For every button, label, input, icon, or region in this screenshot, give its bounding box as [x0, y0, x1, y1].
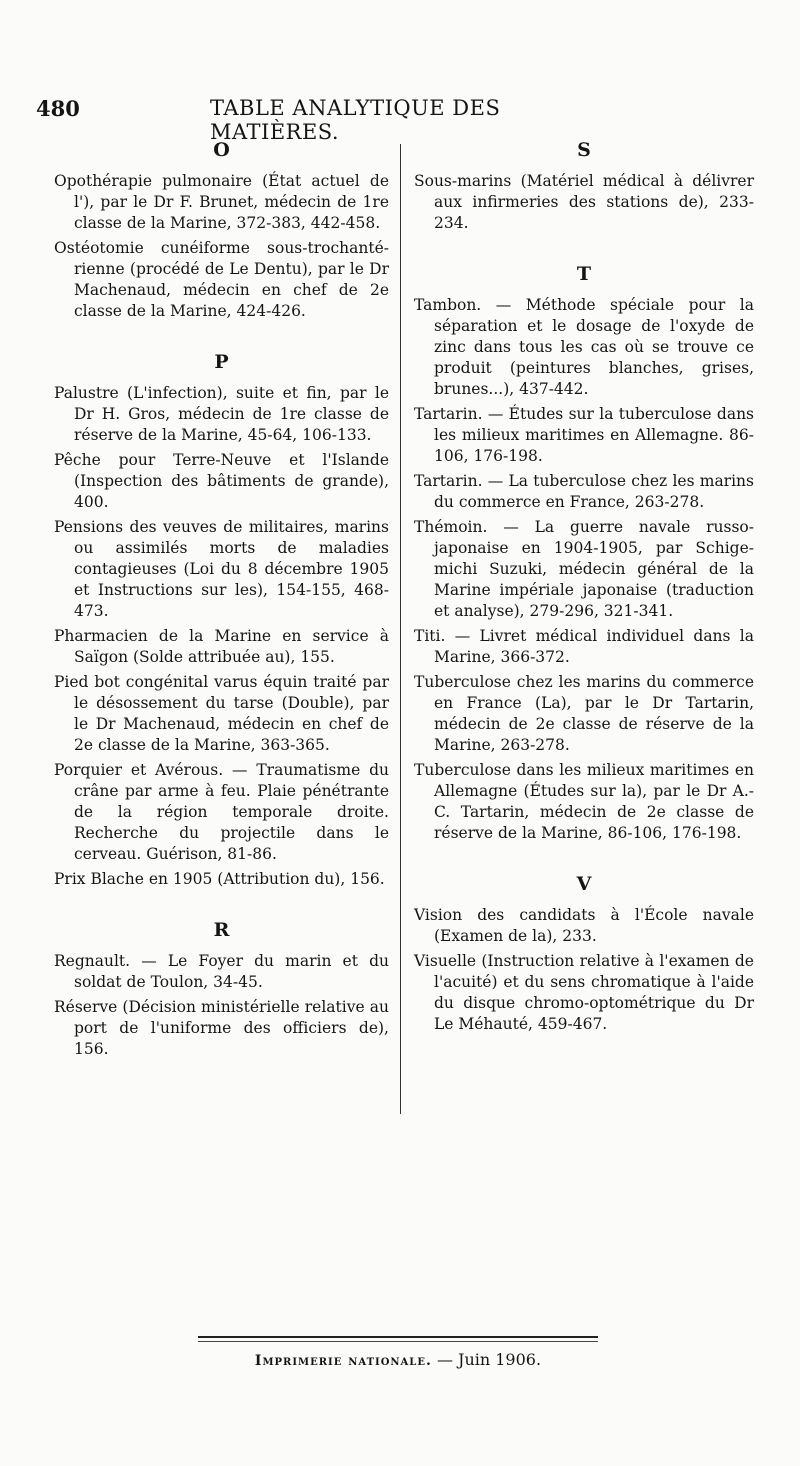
footer-rule [198, 1336, 598, 1338]
index-entry: Porquier et Avérous. — Traumatisme du crâne par arme à feu. Plaie pénétrante de la région temporale droite. Recherche du projectile dans le cerveau. Guérison, 81-86. [54, 761, 389, 863]
section-letter-s: S [577, 139, 591, 161]
index-entry: Palustre (L'infection), suite et fin, par le Dr H. Gros, médecin de 1re classe de réserve de la Marine, 45-64, 106-133. [54, 384, 389, 444]
index-entry: Pharmacien de la Marine en service à Saïgon (Solde attribuée au), 155. [54, 627, 389, 666]
left-column [54, 140, 389, 1064]
index-entry: Tartarin. — La tuberculose chez les marins du commerce en France, 263-278. [414, 472, 754, 511]
index-entry: Vision des candidats à l'École navale (Examen de la), 233. [414, 906, 754, 945]
printer-imprint [198, 1350, 598, 1369]
page-number: 480 [36, 96, 80, 121]
section-letter-o: O [213, 139, 230, 161]
index-entry: Pêche pour Terre-Neuve et l'Islande (Inspection des bâtiments de grande), 400. [54, 451, 389, 511]
index-entry: Réserve (Décision ministérielle relative au port de l'uniforme des officiers de), 156. [54, 998, 389, 1058]
column-divider [400, 144, 401, 1114]
footer-rule-thin [198, 1341, 598, 1342]
section-letter-p: P [214, 351, 229, 373]
index-entry: Pied bot congénital varus équin traité par le désossement du tarse (Double), par le Dr Machenaud, médecin en chef de 2e classe de la Marine, 363-365. [54, 673, 389, 754]
section-letter-v: V [576, 873, 592, 895]
section-letter-t: T [576, 263, 592, 285]
index-entry: Prix Blache en 1905 (Attribution du), 156. [54, 870, 385, 888]
index-entry: Tuberculose chez les marins du commerce en France (La), par le Dr Tartarin, médecin de 2e classe de réserve de la Marine, 263-278. [414, 673, 754, 754]
index-entry: Tuberculose dans les milieux maritimes en Allemagne (Études sur la), par le Dr A.-C. Tartarin, médecin de 2e classe de réserve de la Marine, 86-106, 176-198. [414, 761, 754, 842]
index-entry: Thémoin. — La guerre navale russo-japonaise en 1904-1905, par Schige-michi Suzuki, médecin général de la Marine impériale japonaise (traduction et analyse), 279-296, 321-341. [414, 518, 754, 620]
index-entry: Tartarin. — Études sur la tuberculose dans les milieux maritimes en Allemagne. 86-106, 176-198. [414, 405, 754, 465]
printer-name: Imprimerie nationale. [254, 1353, 432, 1369]
print-date: — Juin 1906. [436, 1350, 542, 1369]
right-column [414, 140, 754, 1039]
index-entry: Visuelle (Instruction relative à l'examen de l'acuité) et du sens chromatique à l'aide du disque chromo-optométrique du Dr Le Méhauté, 459-467. [414, 952, 754, 1033]
running-title: TABLE ANALYTIQUE DES MATIÈRES. [210, 96, 501, 144]
index-entry: Ostéotomie cunéiforme sous-trochanté-rienne (procédé de Le Dentu), par le Dr Machenaud, médecin en chef de 2e classe de la Marine, 424-426. [54, 239, 389, 320]
index-entry: Regnault. — Le Foyer du marin et du soldat de Toulon, 34-45. [54, 952, 389, 991]
section-letter-r: R [213, 919, 230, 941]
index-entry: Opothérapie pulmonaire (État actuel de l'), par le Dr F. Brunet, médecin de 1re classe de la Marine, 372-383, 442-458. [54, 172, 389, 232]
index-entry: Tambon. — Méthode spéciale pour la séparation et le dosage de l'oxyde de zinc dans tous les cas où se trouve ce produit (peintures blanches, grises, brunes...), 437-442. [414, 296, 754, 398]
index-entry: Sous-marins (Matériel médical à délivrer aux infirmeries des stations de), 233-234. [414, 172, 754, 232]
index-entry: Titi. — Livret médical individuel dans la Marine, 366-372. [414, 627, 754, 666]
index-entry: Pensions des veuves de militaires, marins ou assimilés morts de maladies contagieuses (Loi du 8 décembre 1905 et Instructions sur les), 154-155, 468-473. [54, 518, 389, 620]
page-header [36, 96, 596, 144]
